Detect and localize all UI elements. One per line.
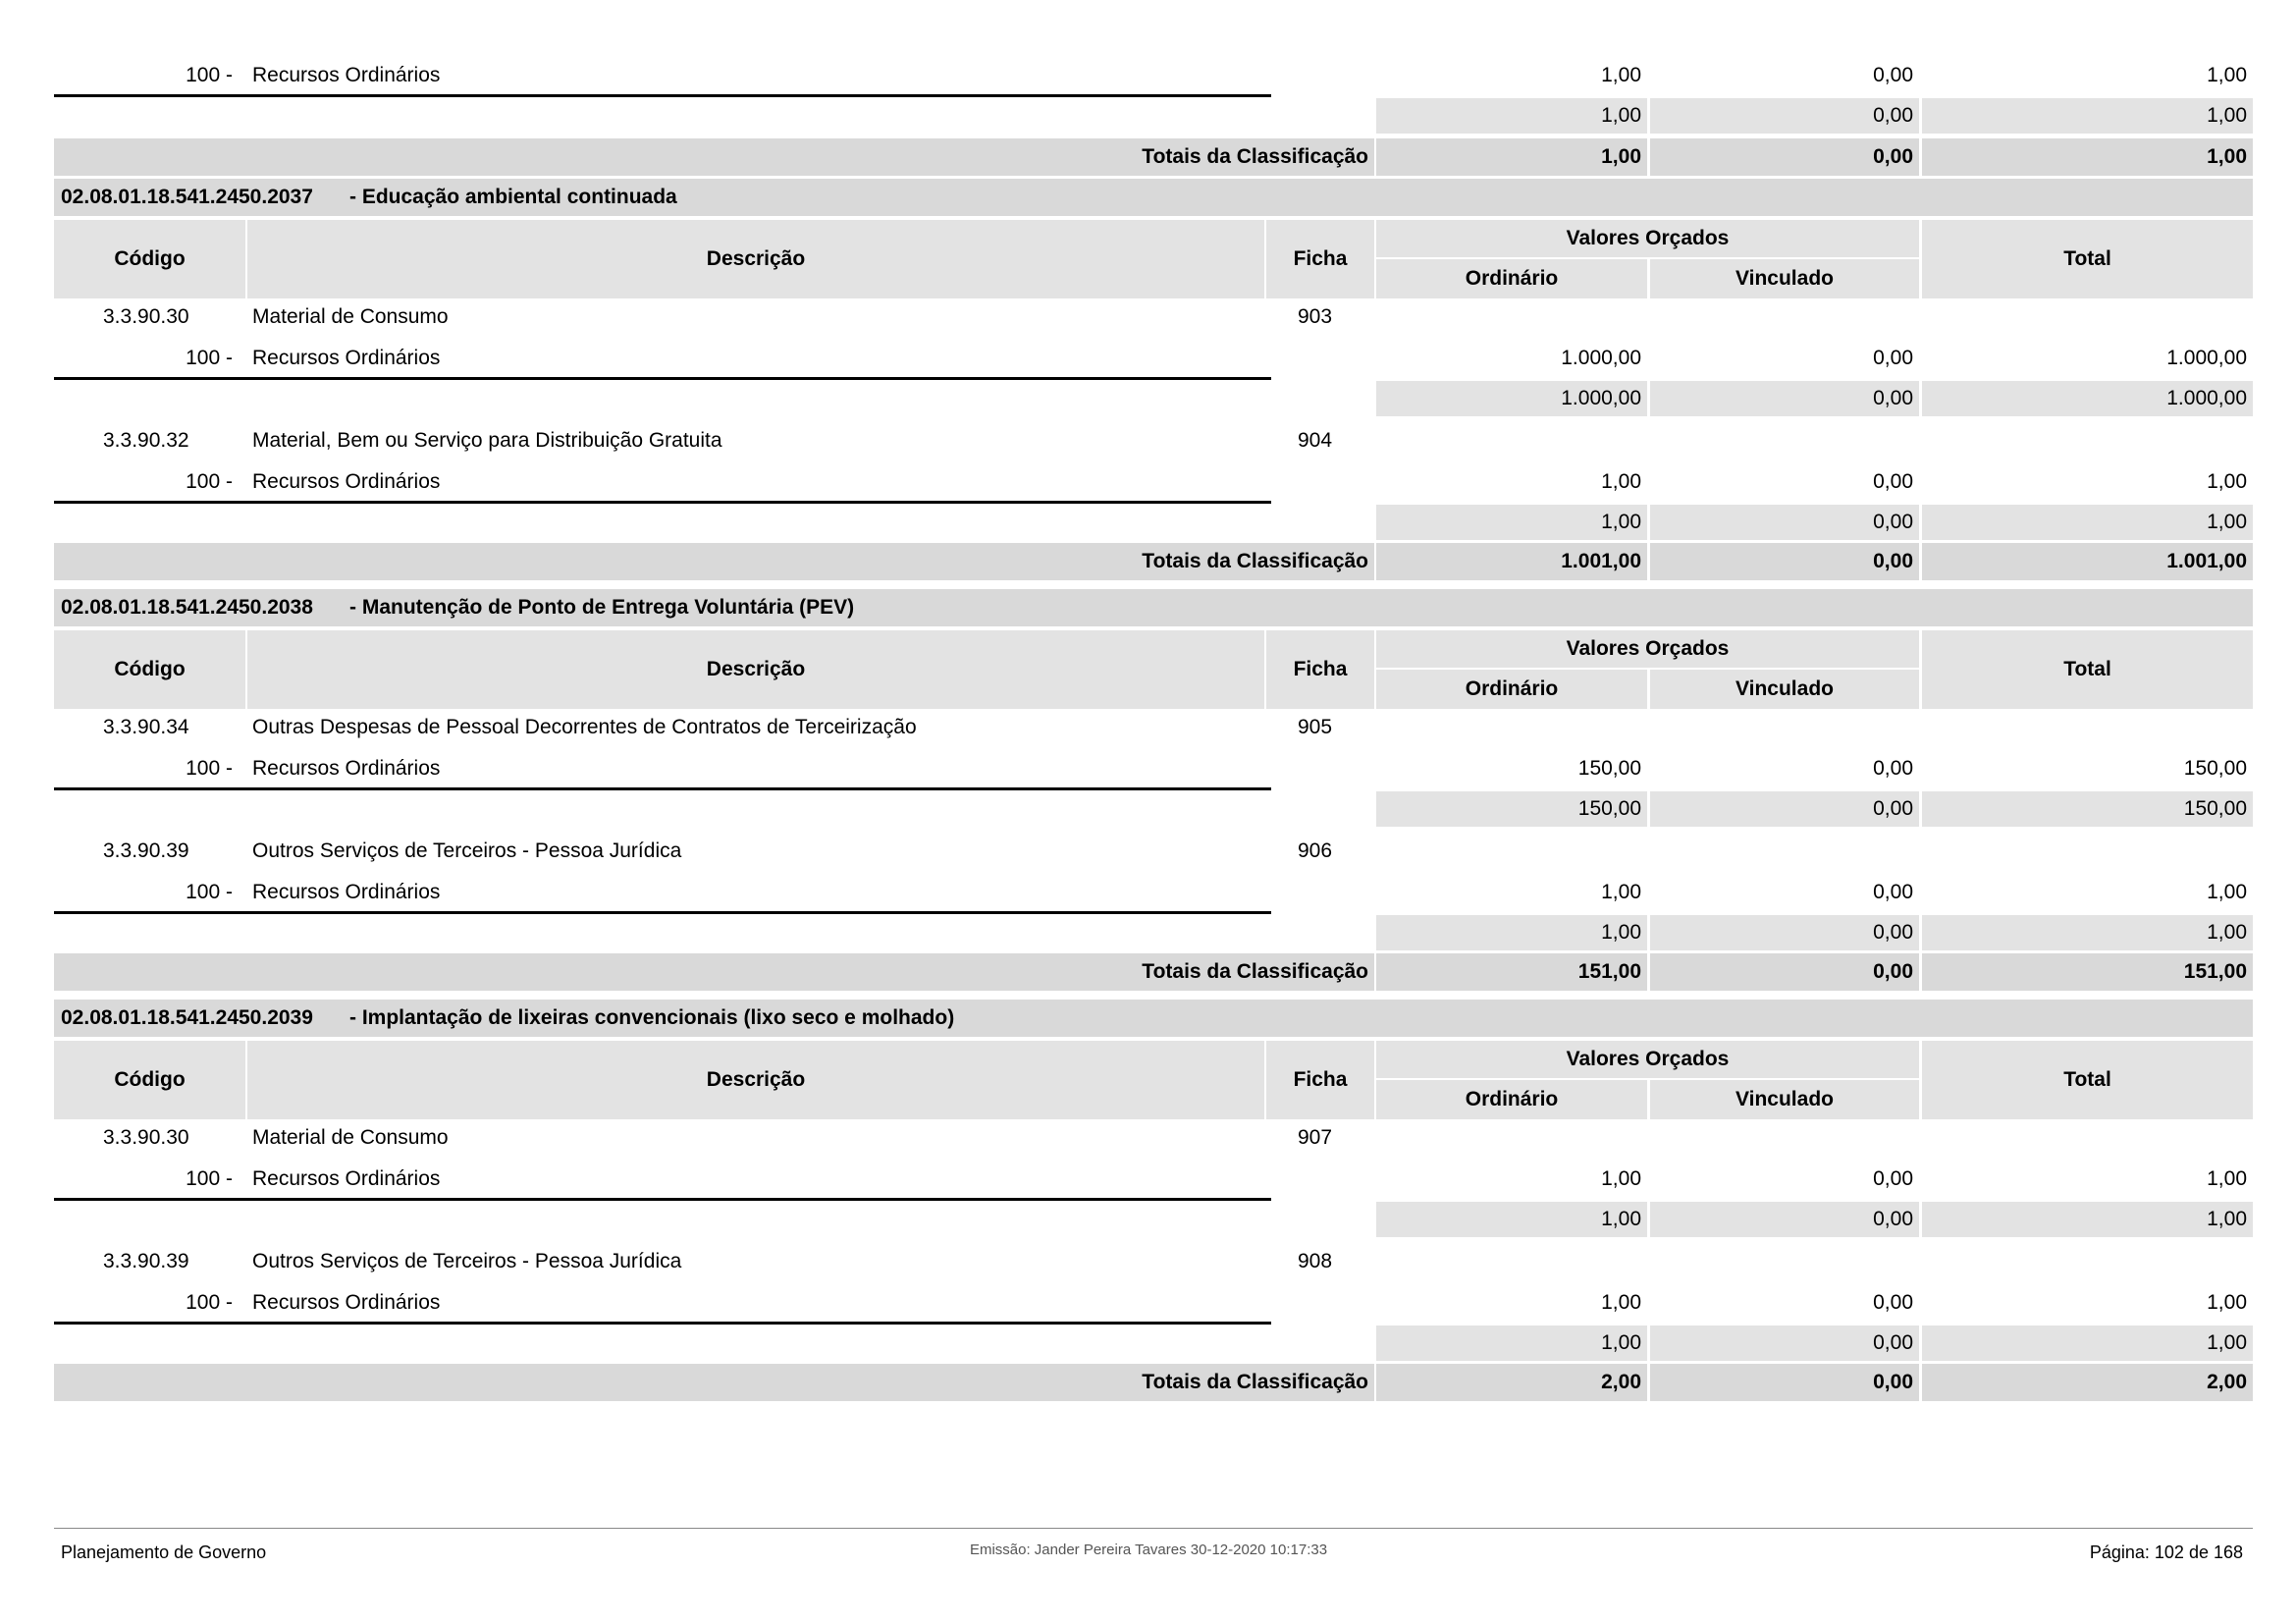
totals-ordinario: 2,00 — [1601, 1371, 1641, 1393]
subtotal-ordinario: 1.000,00 — [1561, 387, 1641, 409]
item-descricao: Material de Consumo — [252, 305, 449, 328]
header-valores-orcados: Valores Orçados — [1566, 637, 1730, 660]
ordinario-value: 1,00 — [1601, 64, 1641, 86]
subtotal-total: 1,00 — [2207, 921, 2247, 944]
vinculado-value: 0,00 — [1873, 1291, 1913, 1314]
totals-label: Totais da Classificação — [1142, 550, 1368, 572]
subtotal-total: 1,00 — [2207, 104, 2247, 127]
separator-line — [54, 1322, 1271, 1325]
total-value: 1,00 — [2207, 1167, 2247, 1190]
separator-line — [54, 377, 1271, 380]
vinculado-value: 0,00 — [1873, 757, 1913, 780]
header-descricao: Descrição — [706, 658, 806, 680]
section-title: - Educação ambiental continuada — [349, 186, 677, 208]
header-ordinario: Ordinário — [1465, 267, 1559, 290]
item-descricao: Material, Bem ou Serviço para Distribuição Gratuita — [252, 429, 722, 452]
totals-total: 1,00 — [2207, 145, 2247, 168]
resource-label: Recursos Ordinários — [252, 1291, 441, 1314]
subtotal-ordinario: 150,00 — [1577, 797, 1641, 820]
subtotal-ordinario: 1,00 — [1601, 511, 1641, 533]
subtotal-total: 1,00 — [2207, 1208, 2247, 1230]
subtotal-ordinario: 1,00 — [1601, 104, 1641, 127]
ordinario-value: 1.000,00 — [1561, 347, 1641, 369]
ordinario-value: 1,00 — [1601, 470, 1641, 493]
header-valores-orcados: Valores Orçados — [1566, 227, 1730, 249]
subtotal-ordinario: 1,00 — [1601, 1208, 1641, 1230]
resource-label: Recursos Ordinários — [252, 470, 441, 493]
resource-label: Recursos Ordinários — [252, 881, 441, 903]
header-ficha: Ficha — [1293, 658, 1348, 680]
section-title: - Manutenção de Ponto de Entrega Voluntária (PEV) — [349, 596, 855, 619]
totals-total: 151,00 — [2183, 960, 2247, 983]
total-value: 1,00 — [2207, 881, 2247, 903]
totals-total: 1.001,00 — [2166, 550, 2247, 572]
header-vinculado: Vinculado — [1735, 1088, 1834, 1110]
ordinario-value: 150,00 — [1577, 757, 1641, 780]
ordinario-value: 1,00 — [1601, 1291, 1641, 1314]
subtotal-total: 150,00 — [2183, 797, 2247, 820]
item-ficha: 906 — [1298, 839, 1333, 862]
header-codigo: Código — [114, 1068, 186, 1091]
separator-line — [54, 787, 1271, 790]
item-ficha: 903 — [1298, 305, 1333, 328]
item-descricao: Outras Despesas de Pessoal Decorrentes de Contratos de Terceirização — [252, 716, 917, 738]
ordinario-value: 1,00 — [1601, 881, 1641, 903]
item-descricao: Outros Serviços de Terceiros - Pessoa Jurídica — [252, 1250, 682, 1272]
vinculado-value: 0,00 — [1873, 1167, 1913, 1190]
resource-code: 100 - — [186, 470, 233, 493]
totals-total: 2,00 — [2207, 1371, 2247, 1393]
header-ordinario: Ordinário — [1465, 1088, 1559, 1110]
item-ficha: 908 — [1298, 1250, 1333, 1272]
item-codigo: 3.3.90.32 — [103, 429, 189, 452]
separator-line — [54, 501, 1271, 504]
header-descricao: Descrição — [706, 1068, 806, 1091]
section-code: 02.08.01.18.541.2450.2039 — [61, 1006, 313, 1029]
total-value: 1.000,00 — [2166, 347, 2247, 369]
total-value: 150,00 — [2183, 757, 2247, 780]
section-code: 02.08.01.18.541.2450.2038 — [61, 596, 313, 619]
header-vinculado: Vinculado — [1735, 267, 1834, 290]
header-total: Total — [2063, 658, 2111, 680]
item-descricao: Material de Consumo — [252, 1126, 449, 1149]
item-ficha: 907 — [1298, 1126, 1333, 1149]
totals-vinculado: 0,00 — [1873, 960, 1913, 983]
header-ficha: Ficha — [1293, 1068, 1348, 1091]
footer-emission-text: Emissão: Jander Pereira Tavares 30-12-2020 10:17:33 — [969, 1542, 1328, 1558]
totals-vinculado: 0,00 — [1873, 550, 1913, 572]
header-descricao: Descrição — [706, 247, 806, 270]
section-code: 02.08.01.18.541.2450.2037 — [61, 186, 313, 208]
resource-label: Recursos Ordinários — [252, 64, 441, 86]
resource-code: 100 - — [186, 64, 233, 86]
item-descricao: Outros Serviços de Terceiros - Pessoa Jurídica — [252, 839, 682, 862]
ordinario-value: 1,00 — [1601, 1167, 1641, 1190]
resource-code: 100 - — [186, 347, 233, 369]
header-vinculado: Vinculado — [1735, 677, 1834, 700]
totals-label: Totais da Classificação — [1142, 960, 1368, 983]
subtotal-ordinario: 1,00 — [1601, 921, 1641, 944]
subtotal-vinculado: 0,00 — [1873, 921, 1913, 944]
item-codigo: 3.3.90.34 — [103, 716, 189, 738]
item-codigo: 3.3.90.30 — [103, 305, 189, 328]
subtotal-total: 1,00 — [2207, 1331, 2247, 1354]
vinculado-value: 0,00 — [1873, 64, 1913, 86]
header-codigo: Código — [114, 658, 186, 680]
totals-ordinario: 1,00 — [1601, 145, 1641, 168]
resource-label: Recursos Ordinários — [252, 1167, 441, 1190]
separator-line — [54, 94, 1271, 97]
resource-label: Recursos Ordinários — [252, 757, 441, 780]
total-value: 1,00 — [2207, 64, 2247, 86]
footer-left-text: Planejamento de Governo — [61, 1542, 267, 1562]
total-value: 1,00 — [2207, 470, 2247, 493]
totals-ordinario: 1.001,00 — [1561, 550, 1641, 572]
subtotal-ordinario: 1,00 — [1601, 1331, 1641, 1354]
totals-vinculado: 0,00 — [1873, 1371, 1913, 1393]
header-total: Total — [2063, 247, 2111, 270]
item-ficha: 904 — [1298, 429, 1333, 452]
subtotal-vinculado: 0,00 — [1873, 511, 1913, 533]
header-ordinario: Ordinário — [1465, 677, 1559, 700]
resource-code: 100 - — [186, 881, 233, 903]
totals-label: Totais da Classificação — [1142, 1371, 1368, 1393]
subtotal-total: 1,00 — [2207, 511, 2247, 533]
item-ficha: 905 — [1298, 716, 1333, 738]
subtotal-vinculado: 0,00 — [1873, 797, 1913, 820]
subtotal-vinculado: 0,00 — [1873, 387, 1913, 409]
item-codigo: 3.3.90.39 — [103, 1250, 189, 1272]
separator-line — [54, 1198, 1271, 1201]
separator-line — [54, 911, 1271, 914]
totals-label: Totais da Classificação — [1142, 145, 1368, 168]
item-codigo: 3.3.90.39 — [103, 839, 189, 862]
header-valores-orcados: Valores Orçados — [1566, 1048, 1730, 1070]
vinculado-value: 0,00 — [1873, 347, 1913, 369]
vinculado-value: 0,00 — [1873, 470, 1913, 493]
footer-page-number: Página: 102 de 168 — [2089, 1542, 2243, 1562]
header-ficha: Ficha — [1293, 247, 1348, 270]
header-total: Total — [2063, 1068, 2111, 1091]
subtotal-vinculado: 0,00 — [1873, 1331, 1913, 1354]
resource-code: 100 - — [186, 1291, 233, 1314]
footer-divider — [54, 1528, 2253, 1529]
section-title: - Implantação de lixeiras convencionais (lixo seco e molhado) — [349, 1006, 955, 1029]
subtotal-vinculado: 0,00 — [1873, 104, 1913, 127]
total-value: 1,00 — [2207, 1291, 2247, 1314]
vinculado-value: 0,00 — [1873, 881, 1913, 903]
resource-code: 100 - — [186, 757, 233, 780]
totals-vinculado: 0,00 — [1873, 145, 1913, 168]
subtotal-vinculado: 0,00 — [1873, 1208, 1913, 1230]
header-codigo: Código — [114, 247, 186, 270]
subtotal-total: 1.000,00 — [2166, 387, 2247, 409]
totals-ordinario: 151,00 — [1577, 960, 1641, 983]
item-codigo: 3.3.90.30 — [103, 1126, 189, 1149]
resource-label: Recursos Ordinários — [252, 347, 441, 369]
resource-code: 100 - — [186, 1167, 233, 1190]
